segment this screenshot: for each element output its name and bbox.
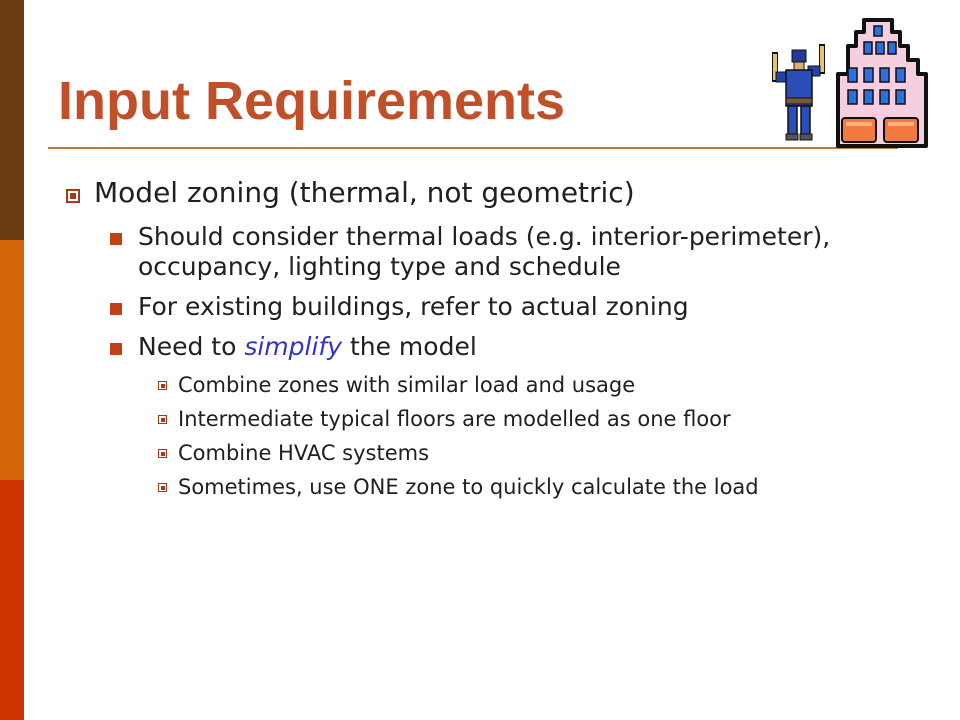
bullet-text-before: Need to (138, 332, 245, 361)
bullet-text: Model zoning (thermal, not geometric) (94, 176, 635, 209)
person-icon (772, 44, 825, 140)
square-bullet-icon (110, 233, 122, 245)
bullet-level3 (60, 406, 898, 432)
bullet-level2 (60, 222, 920, 282)
bullet-text: Should consider thermal loads (e.g. interior-perimeter), occupancy, lighting type and schedule (138, 222, 831, 281)
accent-segment-red (0, 480, 24, 720)
hollow-square-bullet-icon (158, 381, 167, 390)
bullet-level2 (60, 332, 920, 362)
bullet-text: For existing buildings, refer to actual zoning (138, 292, 689, 321)
highlighted-word: simplify (244, 332, 343, 361)
hollow-square-bullet-icon (158, 415, 167, 424)
left-accent-bar (0, 0, 24, 720)
bullet-level3 (60, 372, 898, 398)
square-bullet-icon (110, 303, 122, 315)
building-icon (838, 20, 926, 146)
bullet-text: Intermediate typical floors are modelled as one floor (178, 407, 731, 431)
slide-title: Input Requirements (58, 71, 566, 131)
hollow-square-bullet-icon (158, 483, 167, 492)
bullet-level3 (60, 440, 898, 466)
bullet-text: Combine zones with similar load and usage (178, 373, 636, 397)
slide-content (60, 176, 920, 508)
bullet-text: Sometimes, use ONE zone to quickly calculate the load (178, 475, 759, 499)
accent-segment-orange (0, 240, 24, 480)
bullet-level3 (60, 474, 898, 500)
level3-list (60, 372, 920, 500)
bullet-text: Combine HVAC systems (178, 441, 430, 465)
bullet-text-after: the model (342, 332, 477, 361)
hollow-square-bullet-icon (66, 189, 80, 203)
person-with-building-icon (768, 14, 944, 150)
hollow-square-bullet-icon (158, 449, 167, 458)
accent-segment-dark (0, 0, 24, 240)
level2-list (60, 222, 920, 362)
bullet-level1 (60, 176, 920, 210)
square-bullet-icon (110, 343, 122, 355)
bullet-level2 (60, 292, 920, 322)
